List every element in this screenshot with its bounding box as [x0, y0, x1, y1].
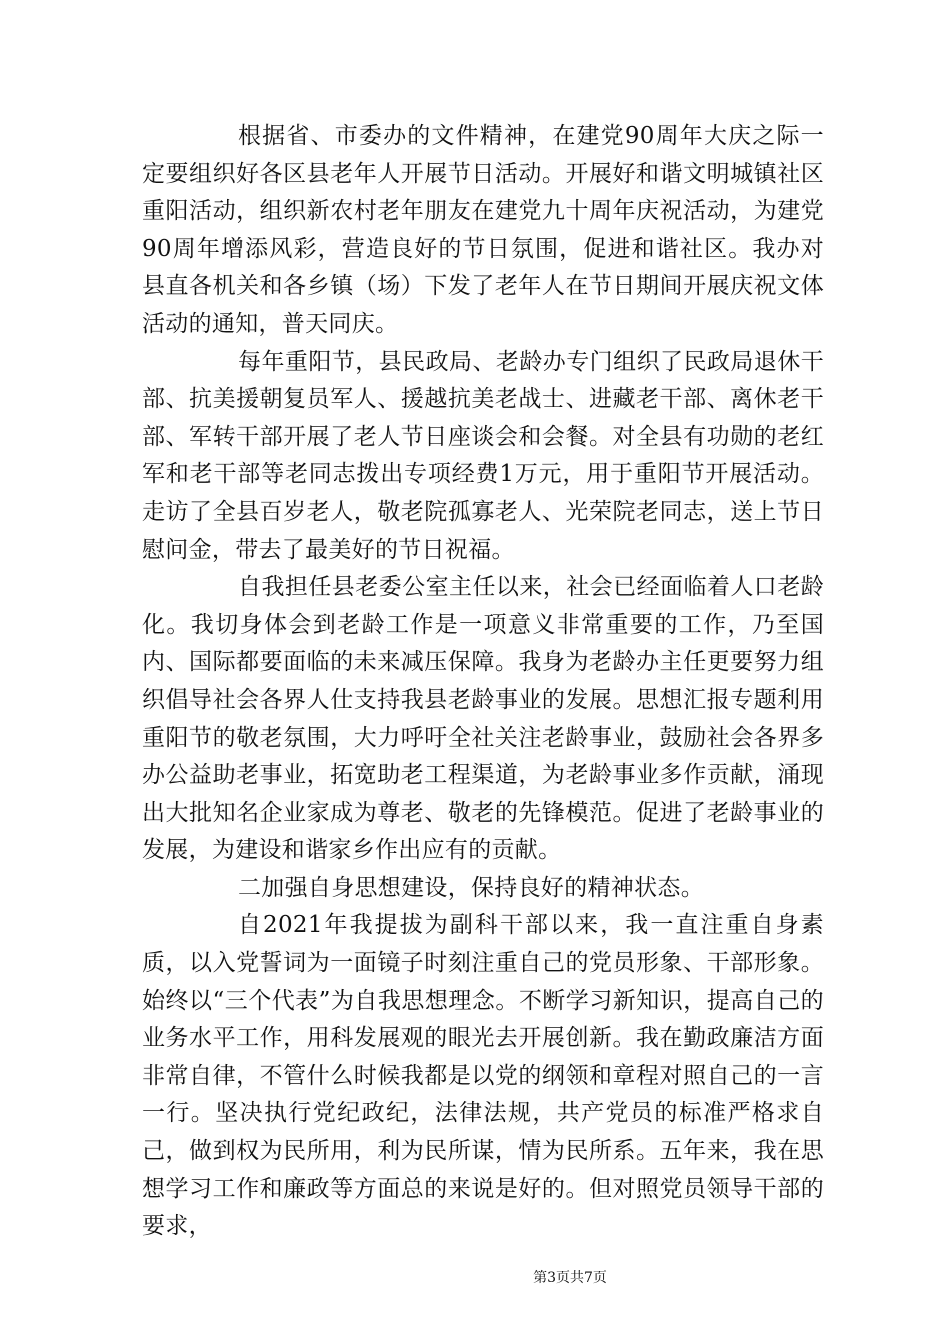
- section-heading: 二加强自身思想建设，保持良好的精神状态。: [238, 874, 704, 901]
- paragraph-double-ninth: 每年重阳节，县民政局、老龄办专门组织了民政局退休干部、抗美援朝复员军人、援越抗美老战士、进藏老干部、离休老干部、军转干部开展了老人节日座谈会和会餐。对全县有功勋的老红军和老干部等老同志拨出专项经费1万元，用于重阳节开展活动。走访了全县百岁老人，敬老院孤寡老人、光荣院老同志，送上节日慰问金，带去了最美好的节日祝福。: [142, 348, 824, 563]
- paragraph-self-improvement: 自2021年我提拔为副科干部以来，我一直注重自身素质，以入党誓词为一面镜子时刻注重自己的党员形象、干部形象。始终以“三个代表”为自我思想理念。不断学习新知识，提高自己的业务水平工作，用科发展观的眼光去开展创新。我在勤政廉洁方面非常自律，不管什么时候我都是以党的纲领和章程对照自己的一言一行。坚决执行党纪政纪，法律法规，共产党员的标准严格求自己，做到权为民所用，利为民所谋，情为民所系。五年来，我在思想学习工作和廉政等方面总的来说是好的。但对照党员领导干部的要求，: [142, 912, 824, 1240]
- document-body: [142, 118, 824, 1246]
- paragraph-festival-activities: 根据省、市委办的文件精神，在建党90周年大庆之际一定要组织好各区县老年人开展节日活动。开展好和谐文明城镇社区重阳活动，组织新农村老年朋友在建党九十周年庆祝活动，为建党90周年增添风彩，营造良好的节日氛围，促进和谐社区。我办对县直各机关和各乡镇（场）下发了老年人在节日期间开展庆祝文体活动的通知，普天同庆。: [142, 123, 824, 337]
- paragraph-aging-work: 自我担任县老委公室主任以来，社会已经面临着人口老龄化。我切身体会到老龄工作是一项意义非常重要的工作，乃至国内、国际都要面临的未来减压保障。我身为老龄办主任更要努力组织倡导社会各界人仕支持我县老龄事业的发展。思想汇报专题利用重阳节的敬老氛围，大力呼吁全社关注老龄事业，鼓励社会各界多办公益助老事业，拓宽助老工程渠道，为老龄事业多作贡献，涌现出大批知名企业家成为尊老、敬老的先锋模范。促进了老龄事业的发展，为建设和谐家乡作出应有的贡献。: [142, 574, 824, 864]
- page-footer: 第3页共7页: [533, 1270, 607, 1286]
